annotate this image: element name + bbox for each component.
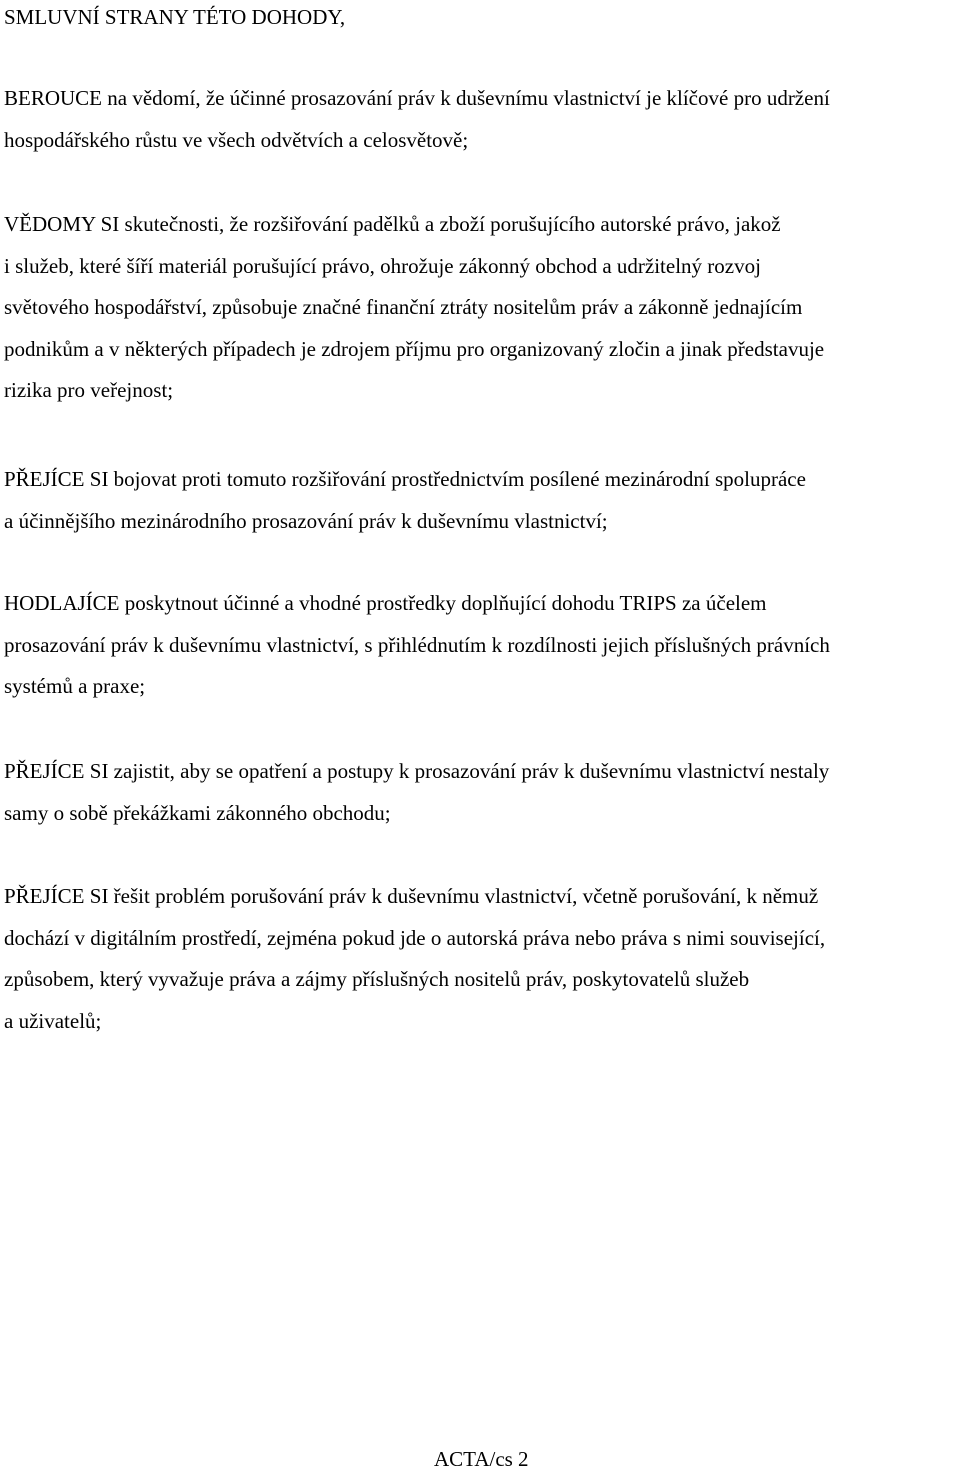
paragraph-line: PŘEJÍCE SI řešit problém porušování práv k duševnímu vlastnictví, včetně porušování, k němuž bbox=[4, 884, 819, 908]
paragraph-prejice-si-bojovat bbox=[4, 459, 806, 542]
paragraph-line: PŘEJÍCE SI zajistit, aby se opatření a postupy k prosazování práv k duševnímu vlastnictví nestaly bbox=[4, 759, 830, 783]
document-heading: SMLUVNÍ STRANY TÉTO DOHODY, bbox=[4, 5, 346, 29]
paragraph-prejice-si-zajistit bbox=[4, 751, 829, 834]
paragraph-line: a uživatelů; bbox=[4, 1008, 102, 1033]
page-footer: ACTA/cs 2 bbox=[434, 1447, 529, 1471]
paragraph-line: dochází v digitálním prostředí, zejména pokud jde o autorská práva nebo práva s nimi související, bbox=[4, 925, 826, 950]
paragraph-line: způsobem, který vyvažuje práva a zájmy příslušných nositelů práv, poskytovatelů služeb bbox=[4, 967, 750, 991]
paragraph-line: rizika pro veřejnost; bbox=[4, 378, 174, 402]
paragraph-line: PŘEJÍCE SI bojovat proti tomuto rozšiřování prostřednictvím posílené mezinárodní spolupráce bbox=[4, 467, 806, 491]
paragraph-vedomy-si bbox=[4, 204, 824, 412]
paragraph-prejice-si-resit bbox=[4, 876, 825, 1042]
paragraph-line: HODLAJÍCE poskytnout účinné a vhodné prostředky doplňující dohodu TRIPS za účelem bbox=[4, 591, 767, 615]
paragraph-line: BEROUCE na vědomí, že účinné prosazování práv k duševnímu vlastnictví je klíčové pro udržení bbox=[4, 86, 830, 110]
paragraph-line: systémů a praxe; bbox=[4, 674, 146, 698]
paragraph-line: podnikům a v některých případech je zdrojem příjmu pro organizovaný zločin a jinak představuje bbox=[4, 336, 825, 361]
paragraph-line: prosazování práv k duševnímu vlastnictví, s přihlédnutím k rozdílnosti jejich příslušných právních bbox=[4, 632, 830, 657]
paragraph-line: hospodářského růstu ve všech odvětvích a celosvětově; bbox=[4, 127, 469, 152]
paragraph-hodlajice bbox=[4, 583, 830, 708]
paragraph-line: VĚDOMY SI skutečnosti, že rozšiřování padělků a zboží porušujícího autorské právo, jakož bbox=[4, 212, 781, 236]
paragraph-berouce bbox=[4, 78, 830, 161]
paragraph-line: a účinnějšího mezinárodního prosazování práv k duševnímu vlastnictví; bbox=[4, 508, 608, 533]
paragraph-line: samy o sobě překážkami zákonného obchodu; bbox=[4, 800, 391, 825]
paragraph-line: i služeb, které šíří materiál porušující právo, ohrožuje zákonný obchod a udržitelný rozvoj bbox=[4, 253, 761, 278]
paragraph-line: světového hospodářství, způsobuje značné finanční ztráty nositelům práv a zákonně jednajícím bbox=[4, 295, 803, 319]
